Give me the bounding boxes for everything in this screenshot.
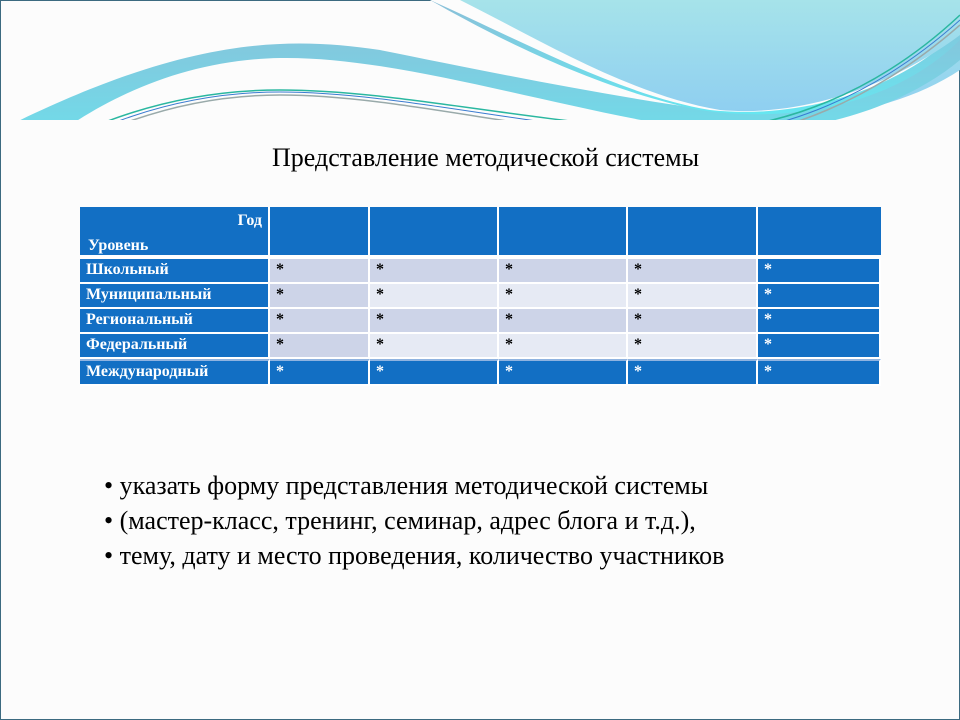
table-row — [80, 284, 881, 309]
table-cell: * — [370, 259, 499, 284]
table-cell: * — [758, 359, 881, 386]
table-cell: * — [270, 334, 370, 359]
table-cell: * — [758, 259, 881, 284]
header-level-label: Уровень — [88, 237, 149, 254]
list-item: • тему, дату и место проведения, количество участников — [104, 541, 725, 570]
table-cell: * — [628, 359, 758, 386]
table-cell: * — [758, 284, 881, 309]
table-cell: * — [370, 284, 499, 309]
table-row — [80, 359, 881, 386]
level-cell: Региональный — [80, 309, 270, 334]
level-cell: Школьный — [80, 259, 270, 284]
table-cell: * — [628, 334, 758, 359]
list-item: • указать форму представления методической системы — [104, 471, 709, 500]
levels-table — [80, 207, 881, 386]
table-cell: * — [499, 309, 628, 334]
table-cell: * — [270, 284, 370, 309]
year-column-header — [628, 207, 758, 259]
table-cell: * — [499, 284, 628, 309]
table-cell: * — [270, 259, 370, 284]
table-cell: * — [628, 259, 758, 284]
year-column-header — [758, 207, 881, 259]
table-cell: * — [270, 359, 370, 386]
decorative-wave-header — [0, 0, 960, 120]
table-row — [80, 334, 881, 359]
table-cell: * — [370, 334, 499, 359]
level-cell: Международный — [80, 359, 270, 386]
table-header-row — [80, 207, 881, 259]
table-cell: * — [370, 309, 499, 334]
year-column-header — [270, 207, 370, 259]
level-cell: Муниципальный — [80, 284, 270, 309]
table-cell: * — [499, 334, 628, 359]
table-row — [80, 309, 881, 334]
table-cell: * — [370, 359, 499, 386]
year-column-header — [499, 207, 628, 259]
header-year-label: Год — [237, 212, 262, 229]
slide-title: Представление методической системы — [272, 143, 700, 172]
year-column-header — [370, 207, 499, 259]
instructions-list — [104, 468, 724, 573]
table-cell: * — [628, 309, 758, 334]
table-cell: * — [270, 309, 370, 334]
table-cell: * — [758, 309, 881, 334]
table-row — [80, 259, 881, 284]
header-corner-cell — [80, 207, 270, 259]
level-cell: Федеральный — [80, 334, 270, 359]
table-cell: * — [499, 359, 628, 386]
table-cell: * — [758, 334, 881, 359]
table-cell: * — [628, 284, 758, 309]
table-cell: * — [499, 259, 628, 284]
list-item: • (мастер-класс, тренинг, семинар, адрес блога и т.д.), — [104, 506, 696, 535]
